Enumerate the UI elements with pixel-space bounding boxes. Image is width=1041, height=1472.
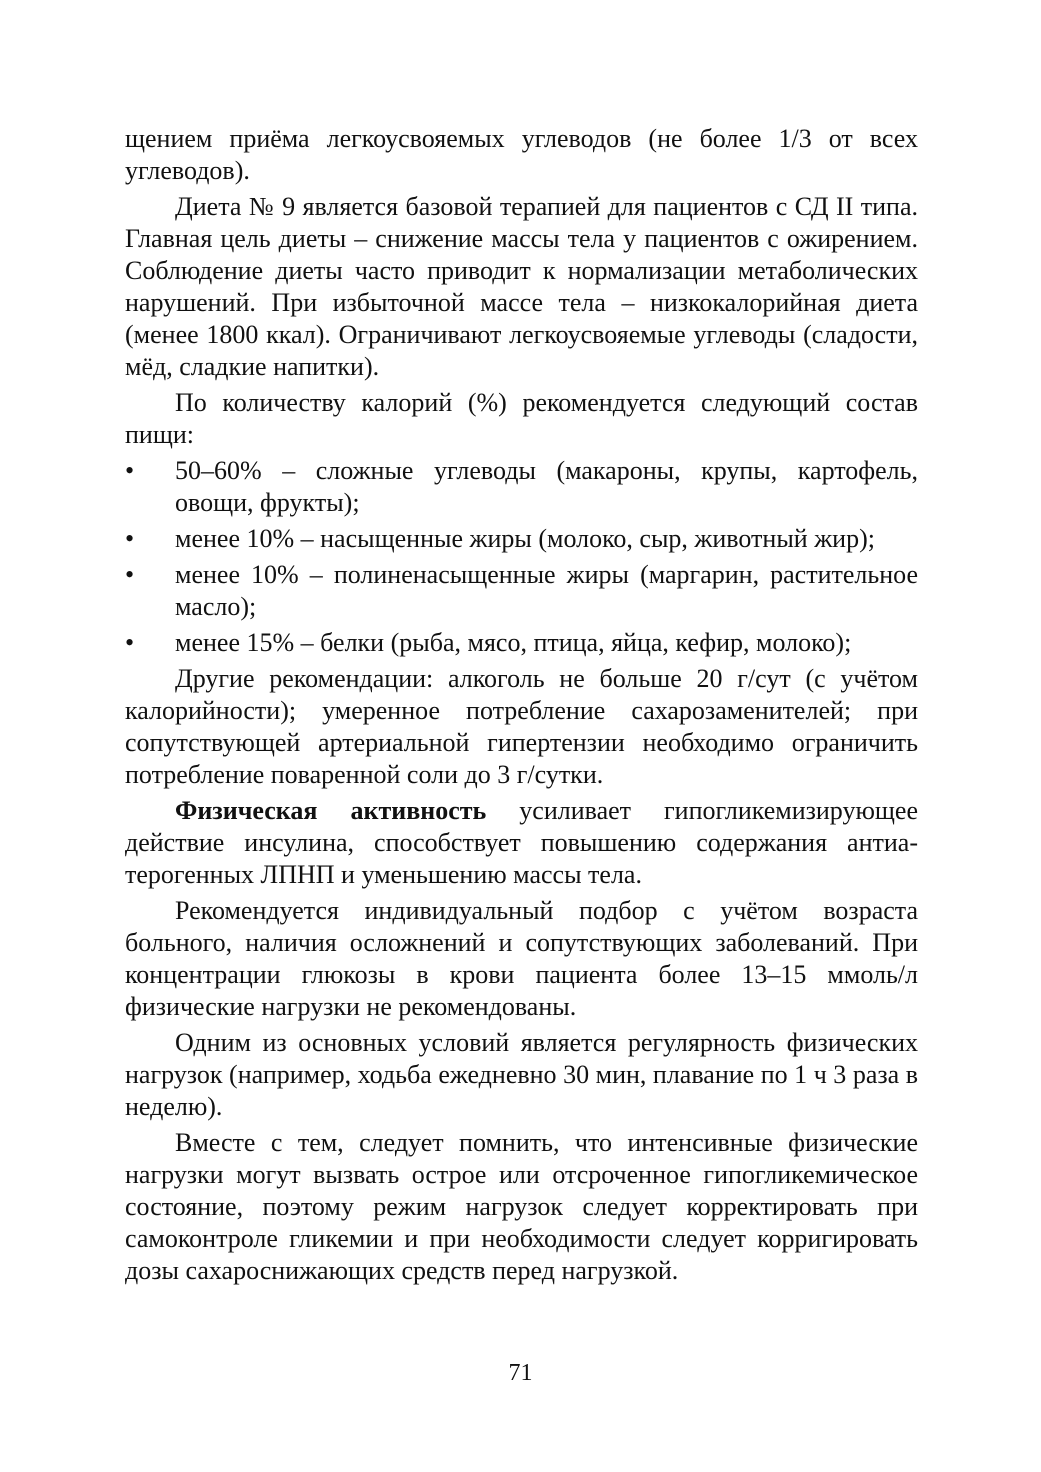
paragraph-individual-selection: Рекомендуется индивидуальный подбор с учётом возраста больного, наличия осложнений и сопутствующих заболеваний. При концентрации глюкозы в крови пациента более 13–15 ммоль/л физические нагрузки не рекомендованы. bbox=[125, 896, 918, 1021]
paragraph-hypoglycemia-warning: Вместе с тем, следует помнить, что интенсивные физические нагрузки могут вызвать острое или отсроченное гипогликемическое состояние, поэтому режим нагрузок следует корректировать при самоконтроле гликемии и при необходимости следует корригировать дозы сахароснижающих средств перед нагрузкой. bbox=[125, 1128, 918, 1285]
nutrient-bullet-list bbox=[125, 455, 918, 659]
bullet-icon: • bbox=[125, 560, 135, 589]
list-item bbox=[125, 627, 918, 659]
bullet-icon: • bbox=[125, 524, 135, 553]
paragraph-continuation: щением приёма легкоусвояемых углеводов (не более 1/3 от всех углеводов). bbox=[125, 124, 918, 185]
list-item-text: менее 10% – насыщенные жиры (молоко, сыр, животный жир); bbox=[175, 524, 875, 553]
paragraph-text: усиливает гипогликемизирующее действие инсулина, способствует повышению содержания антиатерогенных ЛПНП и уменьшению массы тела. bbox=[125, 796, 918, 889]
paragraph-other-recommendations: Другие рекомендации: алкоголь не больше 20 г/сут (с учётом калорийности); умеренное потребление сахарозаменителей; при сопутствующей артериальной гипертензии необходимо ограничить потребление поваренной соли до 3 г/сутки. bbox=[125, 664, 918, 789]
paragraph-physical-activity bbox=[125, 795, 918, 891]
paragraph-calorie-composition: По количеству калорий (%) рекомендуется следующий состав пищи: bbox=[125, 388, 918, 449]
bold-term: Физическая активность bbox=[175, 796, 487, 825]
page-number: 71 bbox=[508, 1360, 533, 1386]
bullet-icon: • bbox=[125, 628, 135, 657]
list-item-text: менее 15% – белки (рыба, мясо, птица, яйца, кефир, молоко); bbox=[175, 628, 852, 657]
paragraph-diet-9: Диета № 9 является базовой терапией для пациентов с СД II типа. Главная цель диеты – снижение массы тела у пациентов с ожирением. Соблюдение диеты часто приводит к нормализации метаболических нарушений. При избыточной массе тела – низкокалорийная диета (менее 1800 ккал). Ограничивают легкоусвояемые углеводы (сладости, мёд, сладкие напитки). bbox=[125, 192, 918, 381]
list-item bbox=[125, 523, 918, 555]
page-body bbox=[125, 123, 918, 1291]
list-item-text: 50–60% – сложные углеводы (макароны, крупы, картофель, овощи, фрукты); bbox=[175, 456, 918, 517]
list-item-text: менее 10% – полиненасыщенные жиры (маргарин, растительное масло); bbox=[175, 560, 918, 621]
list-item bbox=[125, 559, 918, 623]
list-item bbox=[125, 455, 918, 519]
bullet-icon: • bbox=[125, 456, 135, 485]
paragraph-regularity: Одним из основных условий является регулярность физических нагрузок (например, ходьба ежедневно 30 мин, плавание по 1 ч 3 раза в неделю). bbox=[125, 1028, 918, 1121]
